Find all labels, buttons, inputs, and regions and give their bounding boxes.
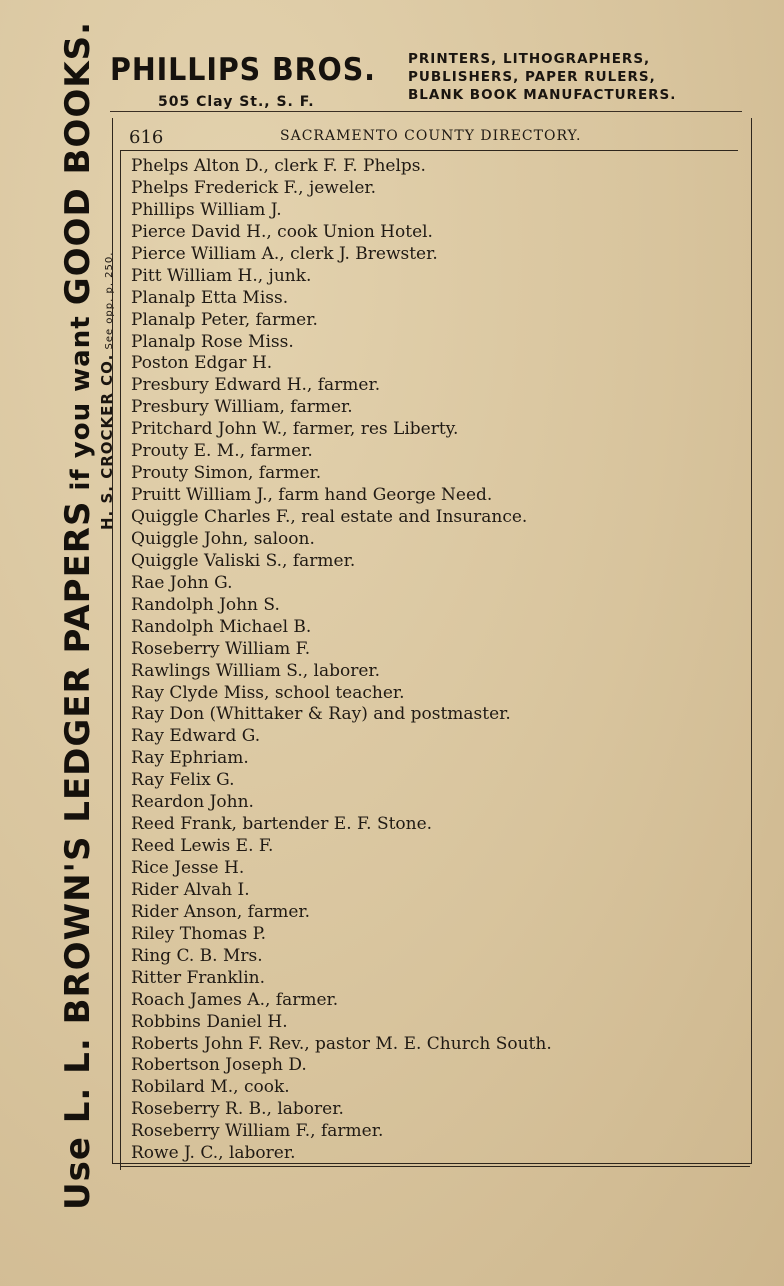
directory-entry: Rice Jesse H. [131,858,245,878]
sidebar-advertisement [0,21,116,1210]
directory-entry: Roseberry William F. [131,638,311,659]
sidebar-crocker: H. S. CROCKER CO. [98,353,116,530]
directory-entry: Quiggle Charles F., real estate and Insurance. [131,507,528,527]
directory-entry: Phillips William J. [131,199,282,220]
directory-entry: Reardon John. [131,792,254,813]
directory-entry: Rider Alvah I. [131,879,250,900]
directory-entry: Rawlings William S., laborer. [131,660,381,681]
sidebar-ledger-brand: L. L. BROWN'S LEDGER PAPERS [58,500,98,1124]
directory-entry: Pierce David H., cook Union Hotel. [131,221,433,242]
directory-entry: Rowe J. C., laborer. [131,1143,296,1164]
sidebar-page-ref: See opp. p. 250. [104,251,115,354]
directory-entry: Pierce William A., clerk J. Brewster. [131,243,438,264]
page-title: SACRAMENTO COUNTY DIRECTORY. [280,128,582,144]
directory-entry: Planalp Etta Miss. [131,287,289,308]
services-line: BLANK BOOK MANUFACTURERS. [408,87,677,103]
title-rule [120,150,738,151]
directory-entry: Riley Thomas P. [131,923,267,944]
directory-entry: Reed Frank, bartender E. F. Stone. [131,814,433,835]
services-line: PRINTERS, LITHOGRAPHERS, [408,51,651,67]
directory-entry: Ray Don (Whittaker & Ray) and postmaster. [131,704,511,725]
directory-entry: Rider Anson, farmer. [131,901,311,922]
directory-entry: Planalp Peter, farmer. [131,309,318,330]
directory-list [131,156,741,1165]
directory-entry: Roach James A., farmer. [131,989,339,1010]
directory-entry: Ring C. B. Mrs. [131,945,263,966]
directory-entry: Phelps Frederick F., jeweler. [131,177,377,198]
directory-entry: Planalp Rose Miss. [131,331,294,352]
brand-name: PHILLIPS BROS. [110,52,376,88]
directory-entry: Prouty Simon, farmer. [131,463,322,484]
directory-entry: Robbins Daniel H. [131,1011,288,1032]
header-rule [110,111,742,112]
directory-entry: Pritchard John W., farmer, res Liberty. [131,419,459,440]
directory-entry: Roseberry William F., farmer. [131,1121,384,1142]
bottom-rule [120,1166,750,1167]
directory-entry: Pitt William H., junk. [131,265,312,286]
directory-entry: Phelps Alton D., clerk F. F. Phelps. [131,156,426,176]
directory-entry: Quiggle John, saloon. [131,528,315,549]
brand-services [408,50,718,104]
directory-entry: Roseberry R. B., laborer. [131,1099,344,1120]
directory-entry: Presbury Edward H., farmer. [131,375,381,396]
directory-entry: Pruitt William J., farm hand George Need. [131,485,493,506]
sidebar-good-books: GOOD BOOKS. [58,21,98,306]
directory-entry: Presbury William, farmer. [131,397,353,418]
brand-address: 505 Clay St., S. F. [158,94,315,110]
directory-entry: Poston Edgar H. [131,353,273,374]
directory-entry: Rae John G. [131,572,233,593]
directory-entry: Reed Lewis E. F. [131,836,274,857]
directory-entry: Robertson Joseph D. [131,1055,307,1076]
directory-entry: Randolph John S. [131,594,280,615]
sidebar-main-text [58,21,98,1210]
directory-entry: Ritter Franklin. [131,967,266,988]
directory-entry: Ray Clyde Miss, school teacher. [131,682,405,703]
directory-entry: Randolph Michael B. [131,616,312,637]
page-number: 616 [129,127,164,148]
sidebar-use: Use [58,1123,98,1210]
directory-entry: Ray Ephriam. [131,748,249,769]
services-line: PUBLISHERS, PAPER RULERS, [408,69,656,85]
sidebar-if: if you want [66,305,96,501]
directory-entry: Ray Felix G. [131,770,235,791]
column-rule [120,150,121,1170]
directory-entry: Quiggle Valiski S., farmer. [131,550,356,571]
page-header [0,0,784,112]
directory-entry: Robilard M., cook. [131,1077,290,1098]
directory-entry: Roberts John F. Rev., pastor M. E. Church South. [131,1033,552,1054]
directory-entry: Ray Edward G. [131,726,261,747]
directory-entry: Prouty E. M., farmer. [131,441,313,462]
